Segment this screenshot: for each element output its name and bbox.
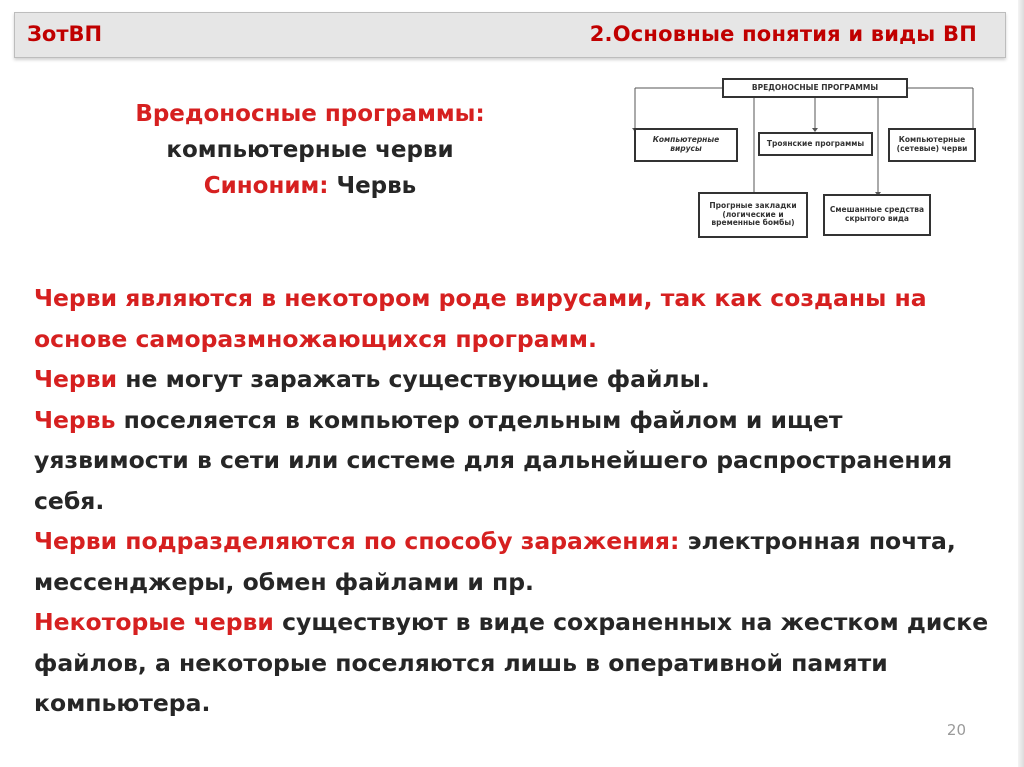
diagram-worms-box: Компьютерные (сетевые) черви bbox=[888, 128, 976, 162]
slide-title bbox=[90, 96, 530, 204]
slide-header bbox=[14, 12, 1006, 58]
paragraph-5 bbox=[34, 602, 994, 724]
diagram-root-box: ВРЕДОНОСНЫЕ ПРОГРАММЫ bbox=[722, 78, 908, 98]
body-text bbox=[34, 278, 994, 724]
title-synonym bbox=[90, 168, 530, 204]
title-line-2: компьютерные черви bbox=[166, 137, 454, 163]
diagram-mixed-box: Смешанные средства скрытого вида bbox=[823, 194, 931, 236]
synonym-label: Синоним: bbox=[203, 173, 329, 199]
paragraph-4-text: электронная почта, мессенджеры, обмен файлами и пр. bbox=[34, 527, 956, 596]
paragraph-1: Черви являются в некотором роде вирусами, так как созданы на основе саморазмножающихся программ. bbox=[34, 284, 927, 353]
paragraph-2-highlight: Черви bbox=[34, 365, 118, 393]
header-course-label: ЗотВП bbox=[27, 22, 103, 46]
malware-classification-diagram bbox=[628, 72, 978, 247]
header-section-title: 2.Основные понятия и виды ВП bbox=[589, 22, 977, 46]
diagram-bombs-box: Прогрные закладки (логические и временные бомбы) bbox=[698, 192, 808, 238]
paragraph-3-highlight: Червь bbox=[34, 405, 116, 434]
title-line-1: Вредоносные программы: bbox=[135, 101, 485, 127]
page-number: 20 bbox=[946, 721, 966, 739]
paragraph-3-text: поселяется в компьютер отдельным файлом и ищет уязвимости в сети или системе для дальнейшего распространения себя. bbox=[34, 405, 953, 515]
slide-edge-shadow bbox=[1018, 0, 1024, 767]
paragraph-4-highlight: Черви подразделяются по способу заражения: bbox=[34, 527, 680, 555]
paragraph-5-highlight: Некоторые черви bbox=[34, 608, 274, 636]
diagram-trojans-box: Троянские программы bbox=[758, 132, 873, 156]
synonym-value: Червь bbox=[328, 173, 417, 199]
diagram-viruses-box: Компьютерные вирусы bbox=[634, 128, 738, 162]
paragraph-5-text: существуют в виде сохраненных на жестком диске файлов, а некоторые поселяются лишь в оперативной памяти компьютера. bbox=[34, 608, 989, 717]
paragraph-4 bbox=[34, 521, 994, 602]
paragraph-2-text: не могут заражать существующие файлы. bbox=[117, 365, 710, 393]
paragraph-2 bbox=[34, 359, 994, 400]
paragraph-3 bbox=[34, 400, 994, 522]
